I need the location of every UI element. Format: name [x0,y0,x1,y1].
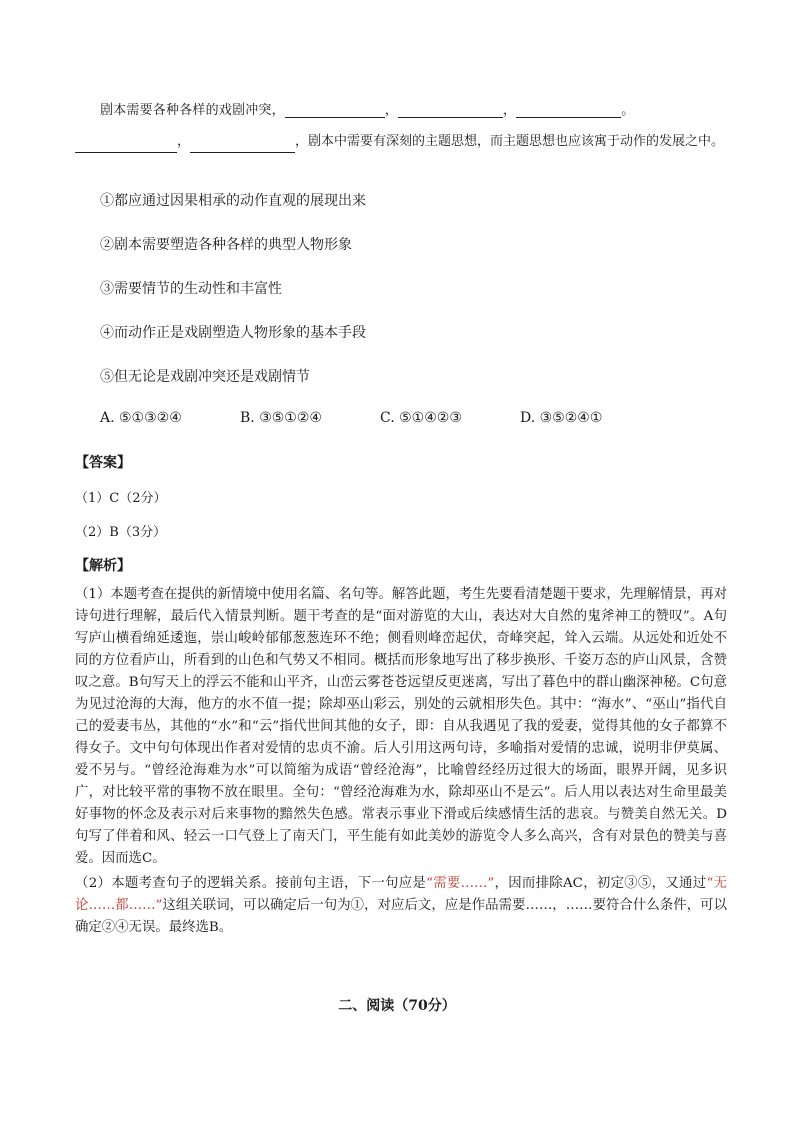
analysis-heading: 【解析】 [75,558,131,574]
choice-d: D. ③⑤②④① [520,410,603,426]
separator: 。 [621,103,635,118]
blank-3 [516,103,621,118]
option-4: ④而动作正是戏剧塑造人物形象的基本手段 [100,325,366,341]
blank-1 [285,103,385,118]
option-3: ③需要情节的生动性和丰富性 [100,281,282,297]
choices [100,410,660,426]
choice-b: B. ③⑤①②④ [240,410,322,426]
answer-heading: 【答案】 [75,455,131,471]
p2-highlight-1: “需要……” [426,876,495,891]
answer-item-2: （2）B（3分） [75,525,167,540]
p2-text-a: （2）本题考查句子的逻辑关系。接前句主语，下一句应是 [75,876,427,891]
section-title: 二、阅读（70分） [338,998,456,1014]
choice-c: C. ⑤①④②③ [380,410,462,426]
p2-text-c: 这组关联词，可以确定后一句为①，对应后文，应是作品需要……，……要符合什么条件，可以确定②④无误。最终选B。 [75,898,727,935]
blank-5 [190,138,295,153]
option-2: ②剧本需要塑造各种各样的典型人物形象 [100,237,352,253]
p2-highlight-2: “无论……都……” [75,876,727,913]
question-stem-cont [75,131,725,153]
option-5: ⑤但无论是戏剧冲突还是戏剧情节 [100,369,310,385]
p2-text-b: ，因而排除AC，初定③⑤，又通过 [494,876,707,891]
analysis-paragraph-2 [75,873,727,939]
analysis-paragraph-1: （1）本题考查在提供的新情境中使用名篇、名句等。解答此题，考生先要看清楚题干要求，先理解情景，再对诗句进行理解，最后代入情景判断。题干考查的是“面对游览的大山，表达对大自然的鬼斧神工的赞叹”。A句写庐山横看绵延逶迤，崇山峻岭郁郁葱葱连环不绝；侧看则峰峦起伏，奇峰突起，耸入云端。从远处和近处不同的方位看庐山，所看到的山色和气势又不相同。概括而形象地写出了移步换形、千姿万态的庐山风景，含赞叹之意。B句写天上的浮云不能和山平齐，山峦云雾苍苍远望反更迷离，写出了暮色中的群山幽深神秘。C句意为见过沧海的大海，他方的水不值一提；除却巫山彩云，别处的云就相形失色。其中：“海水”、“巫山”指代自己的爱妻韦丛，其他的“水”和“云”指代世间其他的女子，即：自从我遇见了我的爱妻，觉得其他的女子都算不得女子。文中句句体现出作者对爱情的忠贞不渝。后人引用这两句诗，多喻指对爱情的忠诚，说明非伊莫属、爱不另与。“曾经沧海难为水”可以简缩为成语“曾经沧海”，比喻曾经经历过很大的场面，眼界开阔，见多识广，对比较平常的事物不放在眼里。全句：“曾经沧海难为水，除却巫山不是云”。后人用以表达对生命里最美好事物的怀念及表示对后来事物的黯然失色感。常表示事业下滑或后续感情生活的悲哀。与赞美自然无关。D句写了伴着和风、轻云一口气登上了南天门，平生能有如此美妙的游览令人多么高兴，含有对景色的赞美与喜爱。因而选C。 [75,587,727,866]
stem-mid: ，剧本中需要有深刻的主题思想，而主题思想也应该寓于动作的发展之中。 [295,134,725,149]
blank-4 [75,138,177,153]
separator: ， [177,134,191,149]
separator: ， [384,103,399,118]
answer-item-1: （1）C（2分） [75,491,167,506]
question-stem-line [100,99,634,118]
blank-2 [398,103,503,118]
option-1: ①都应通过因果相承的动作直观的展现出来 [100,193,366,209]
choice-a: A. ⑤①③②④ [100,410,182,426]
separator: ， [503,103,517,118]
stem-start: 剧本需要各种各样的戏剧冲突， [100,103,285,118]
